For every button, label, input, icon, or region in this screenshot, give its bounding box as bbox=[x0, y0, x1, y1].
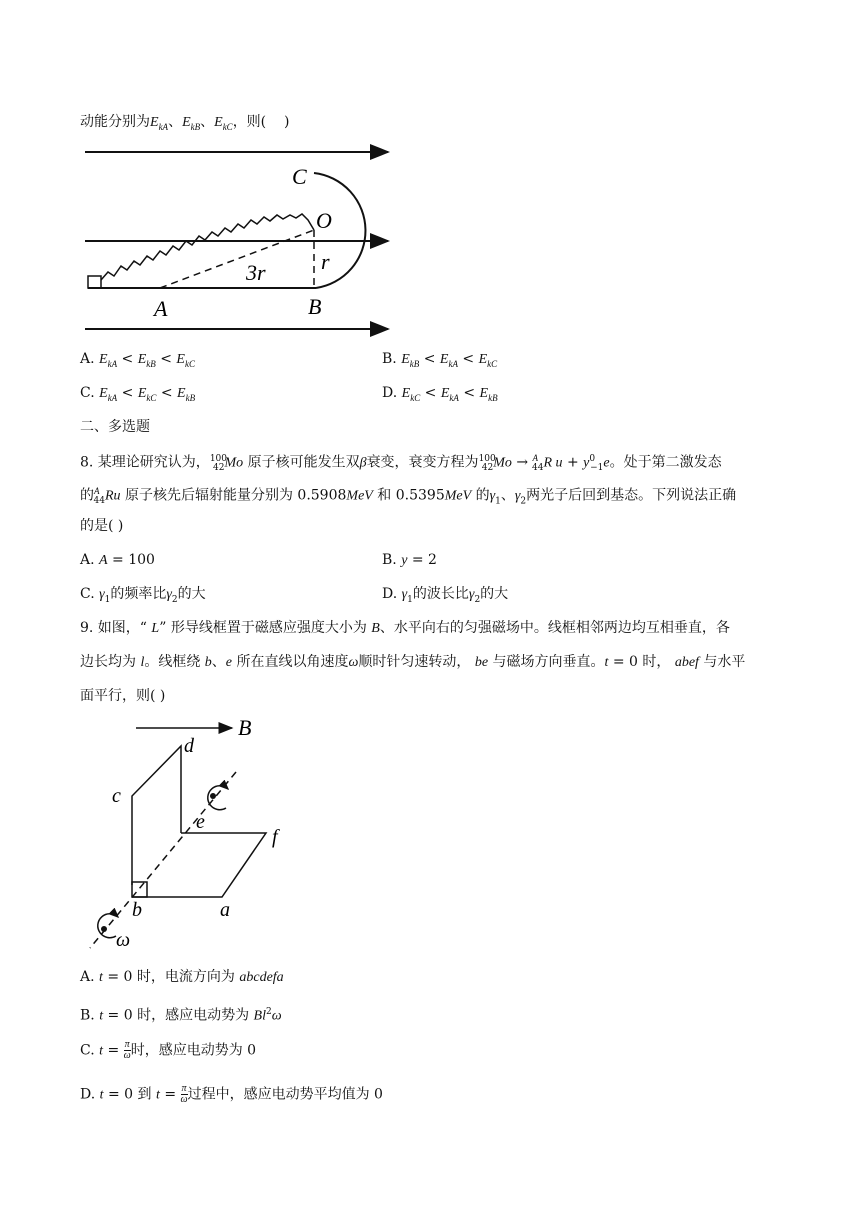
q8-line-1: 8. 某理论研究认为，$^{100}_{42}$Mo 原子核可能发生双β衰变，衰变方程为$^{100}_{42}$Mo → $^A_{44}$R $u + y^0_{-1}e$。处于第二激发态 bbox=[80, 453, 722, 474]
label-B: B bbox=[308, 294, 322, 319]
q9-option-b: B. t = 0 时，感应电动势为 Bl$^2$ω bbox=[80, 1007, 282, 1024]
label-omega: ω bbox=[116, 929, 131, 951]
q7-option-a: A. $E_{kA} < E_{kB} < E_{kC}$ bbox=[80, 351, 195, 369]
q7-stem-tail: 动能分别为$E_{kA}$、$E_{kB}$、$E_{kC}$，则( ) bbox=[80, 114, 290, 132]
q8-option-a: A. A = 100 bbox=[80, 552, 155, 568]
label-B: B bbox=[238, 715, 252, 740]
q7-option-c: C. $E_{kA} < E_{kC} < E_{kB}$ bbox=[80, 385, 196, 403]
wall-block bbox=[88, 276, 101, 288]
label-A: A bbox=[154, 296, 168, 321]
dashed-line-3r bbox=[160, 230, 314, 288]
q9-line-2: 边长均为 l。线框绕 b、e 所在直线以角速度ω顺时针匀速转动， be 与磁场方向垂直。t = 0 时， abef 与水平 bbox=[80, 654, 746, 670]
label-r: r bbox=[321, 249, 330, 274]
q9-option-d: D. t = 0 到 t = $\frac{\pi}{\omega}$ 过程中，感应电动势平均值为 0 bbox=[80, 1083, 383, 1105]
label-c: c bbox=[112, 785, 121, 807]
label-b: b bbox=[132, 899, 142, 921]
label-O: O bbox=[316, 208, 332, 233]
label-3r: 3r bbox=[246, 260, 266, 285]
q9-option-c: C. t = $\frac{\pi}{\omega}$ 时，感应电动势为 0 bbox=[80, 1039, 257, 1061]
q9-option-a: A. t = 0 时，电流方向为 abcdefa bbox=[80, 969, 284, 985]
q8-option-b: B. y = 2 bbox=[382, 552, 437, 568]
q7-option-d: D. $E_{kC} < E_{kA} < E_{kB}$ bbox=[382, 385, 498, 403]
q7-option-b: B. $E_{kB} < E_{kA} < E_{kC}$ bbox=[382, 351, 498, 369]
label-f: f bbox=[272, 826, 278, 848]
frame-horizontal-panel bbox=[132, 833, 266, 897]
label-d: d bbox=[184, 735, 194, 757]
q9-line-1: 9. 如图，“ L” 形导线框置于磁感应强度大小为 B、水平向右的匀强磁场中。线框相邻两边均互相垂直，各 bbox=[80, 620, 730, 636]
q9-line-3: 面平行，则( ) bbox=[80, 688, 166, 704]
q8-line-3: 的是( ) bbox=[80, 518, 124, 534]
label-C: C bbox=[292, 164, 307, 189]
q8-option-c: C. $\gamma_1$的频率比$\gamma_2$的大 bbox=[80, 586, 206, 605]
q8-line-2: 的$^A_{44}$Ru 原子核先后辐射能量分别为 0.5908MeV 和 0.5395MeV 的$\gamma_1$、$\gamma_2$两光子后回到基态。下列说法正确 bbox=[80, 486, 737, 507]
q8-option-d: D. $\gamma_1$的波长比$\gamma_2$的大 bbox=[382, 586, 509, 605]
frame-vertical-panel bbox=[132, 746, 181, 885]
q7-figure bbox=[80, 138, 400, 338]
rotation-symbol-lower bbox=[98, 914, 118, 938]
q9-figure bbox=[80, 712, 310, 957]
label-e: e bbox=[196, 811, 205, 833]
label-a: a bbox=[220, 899, 230, 921]
section-title: 二、多选题 bbox=[80, 419, 150, 435]
